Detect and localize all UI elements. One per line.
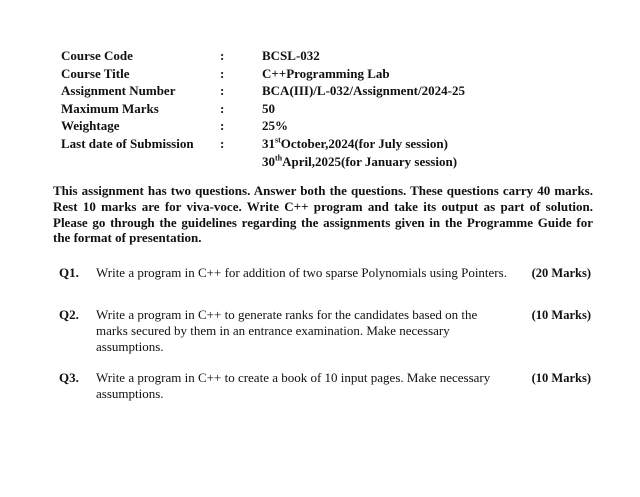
submission-date-july xyxy=(262,135,448,153)
question-number: Q3. xyxy=(59,370,79,385)
colon: : xyxy=(220,100,225,116)
course-title-label: Course Title xyxy=(61,65,130,81)
course-title-row xyxy=(61,65,621,83)
january-day: 30 xyxy=(262,153,275,169)
assignment-number-row xyxy=(61,82,621,100)
july-day-suffix: st xyxy=(275,135,281,145)
instructions-paragraph: This assignment has two questions. Answer both the questions. These questions carry 40 marks. Rest 10 marks are for viva-voce. Write C++ program and take its output as part of solution. Please go through the guidelines regarding the assignments given in the Programme Guide for the format of presentation. xyxy=(53,183,593,246)
submission-date-label: Last date of Submission xyxy=(61,136,194,151)
question-text: Write a program in C++ for addition of two sparse Polynomials using Pointers. xyxy=(96,265,507,280)
colon: : xyxy=(220,48,225,63)
maximum-marks-value: 50 xyxy=(262,100,275,116)
assignment-number-value: BCA(III)/L-032/Assignment/2024-25 xyxy=(262,83,465,99)
course-code-row xyxy=(61,47,621,65)
colon: : xyxy=(220,118,225,134)
weightage-label: Weightage xyxy=(61,118,120,134)
weightage-value: 25% xyxy=(262,118,288,134)
july-day: 31 xyxy=(262,136,275,151)
course-code-value: BCSL-032 xyxy=(262,48,320,63)
question-marks: (20 Marks) xyxy=(531,266,591,280)
question-text: Write a program in C++ to generate ranks for the candidates based on the marks secured by them in an entrance examination. Make necessary assumptions. xyxy=(96,307,478,354)
submission-date-january xyxy=(262,153,457,171)
submission-date-row xyxy=(61,135,621,153)
course-title-value: C++Programming Lab xyxy=(262,65,390,81)
maximum-marks-label: Maximum Marks xyxy=(61,100,159,116)
maximum-marks-row xyxy=(61,100,621,118)
question-marks: (10 Marks) xyxy=(531,308,591,322)
submission-date-row-2 xyxy=(61,153,621,171)
course-code-label: Course Code xyxy=(61,48,133,63)
july-deadline: October,2024(for July session) xyxy=(280,136,448,151)
january-deadline: April,2025(for January session) xyxy=(282,153,458,169)
question-text: Write a program in C++ to create a book of 10 input pages. Make necessary assumptions. xyxy=(96,370,491,401)
colon: : xyxy=(220,83,225,99)
colon: : xyxy=(220,65,225,81)
question-number: Q1. xyxy=(59,265,79,280)
weightage-row xyxy=(61,117,621,135)
question-number: Q2. xyxy=(59,307,79,322)
colon: : xyxy=(220,136,225,151)
january-day-suffix: th xyxy=(275,153,283,163)
assignment-number-label: Assignment Number xyxy=(61,83,176,99)
question-marks: (10 Marks) xyxy=(531,371,591,385)
